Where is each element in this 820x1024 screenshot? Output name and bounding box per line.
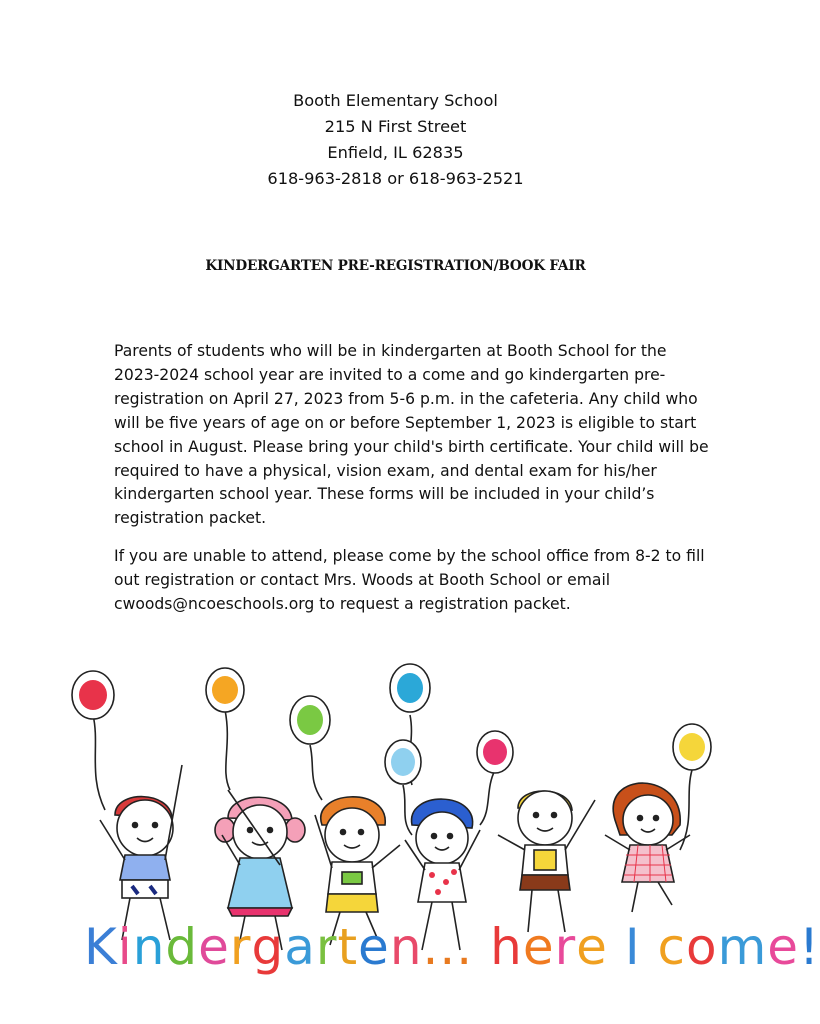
banner-letter: h: [490, 918, 523, 976]
banner-letter: e: [576, 918, 608, 976]
banner-letter: n: [132, 918, 166, 976]
school-phone: 618-963-2818 or 618-963-2521: [267, 169, 524, 188]
balloon-orange-fill: [212, 676, 238, 704]
banner-letter: e: [522, 918, 555, 976]
banner-letter: i: [117, 918, 133, 976]
banner-letter: o: [685, 918, 718, 976]
banner-letter: !: [799, 918, 820, 976]
banner-letter: a: [284, 918, 316, 976]
balloons: [72, 664, 711, 784]
banner-letter: c: [657, 918, 686, 976]
banner-letter: e: [767, 918, 800, 976]
banner-letter: d: [165, 918, 199, 976]
banner-letter: g: [251, 918, 285, 976]
school-street: 215 N First Street: [324, 117, 467, 136]
balloon-lightblue-fill: [391, 748, 415, 776]
school-city: Enfield, IL 62835: [327, 143, 464, 162]
banner-letter: e: [358, 918, 390, 976]
banner-letter: n: [389, 918, 423, 976]
banner-letter: m: [717, 918, 768, 976]
banner-letter: r: [229, 918, 252, 976]
balloon-yellow-fill: [679, 733, 705, 761]
banner-letter: [473, 918, 490, 976]
paragraph-contact: If you are unable to attend, please come by the school office from 8-2 to fill out registration or contact Mrs. Woods at Booth School or email cwoods@ncoeschools.org to request a registration packet.: [114, 547, 705, 613]
banner-letter: r: [315, 918, 338, 976]
page-title: KINDERGARTEN PRE-REGISTRATION/BOOK FAIR: [205, 258, 586, 274]
balloon-blue-fill: [397, 673, 423, 703]
banner-letter: [641, 918, 658, 976]
banner-letter: K: [84, 918, 118, 976]
kid-6: [605, 783, 690, 912]
banner-letter: [608, 918, 625, 976]
kid-5: [498, 791, 595, 932]
school-header: [0, 88, 791, 192]
paragraph-registration: Parents of students who will be in kindergarten at Booth School for the 2023-2024 school year are invited to a come and go kindergarten pre-registration on April 27, 2023 from 5-6 p.m. in the cafeteria. Any child who will be five years of age on or before September 1, 2023 is eligible to start school in August. Please bring your child's birth certificate. Your child will be required to have a physical, vision exam, and dental exam for his/her kindergarten school year. These forms will be included in your child’s registration packet.: [114, 342, 709, 528]
banner-letter: I: [624, 918, 641, 976]
balloon-red-fill: [79, 680, 107, 710]
kindergarten-banner: [84, 918, 820, 998]
school-name: Booth Elementary School: [293, 91, 498, 110]
balloon-pink-fill: [483, 739, 507, 765]
kid-1: [100, 765, 182, 940]
banner-letter: e: [198, 918, 230, 976]
banner-letter: r: [554, 918, 577, 976]
banner-letter: ...: [422, 918, 474, 976]
banner-letter: t: [337, 918, 359, 976]
balloon-green-fill: [297, 705, 323, 735]
